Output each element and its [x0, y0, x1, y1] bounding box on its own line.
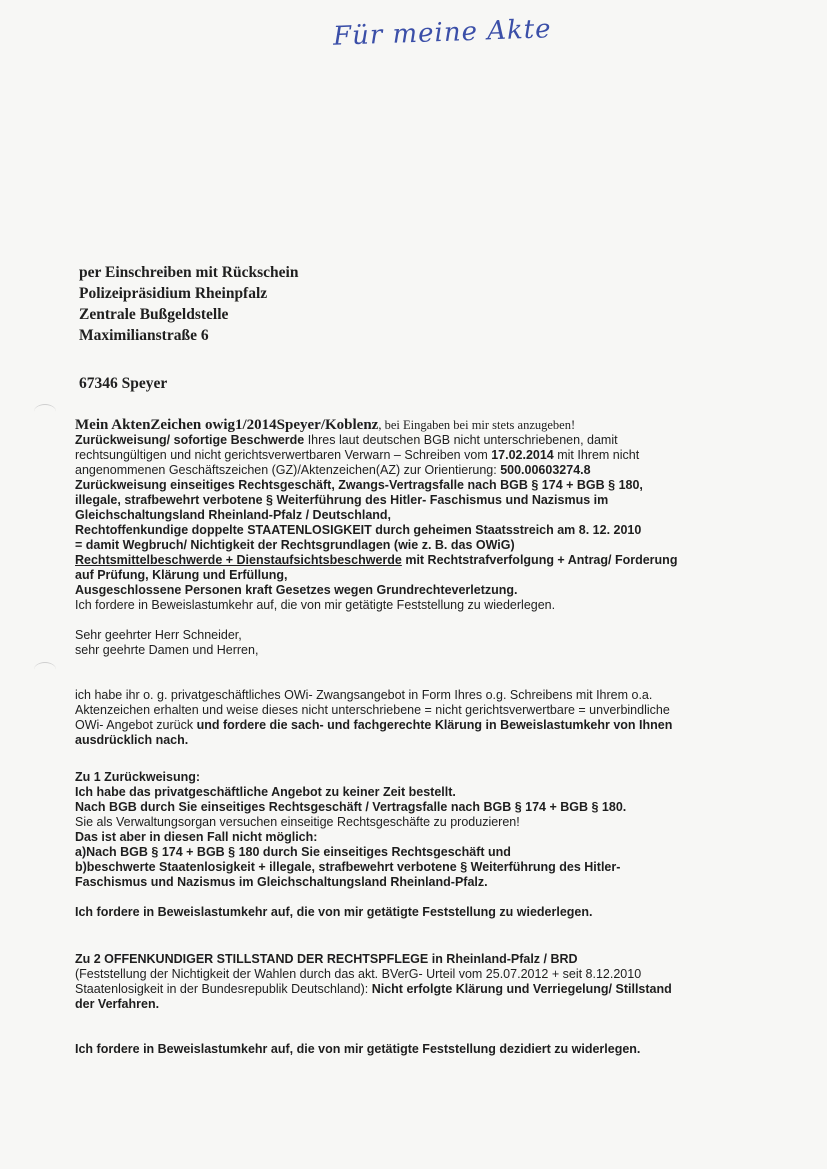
section-line: b)beschwerte Staatenlosigkeit + illegale, strafbewehrt verbotene § Weiterführung des Hitler-: [75, 860, 621, 874]
recipient-address: [79, 262, 298, 394]
intro-line: ausdrücklich nach.: [75, 733, 189, 747]
subject-line: Gleichschaltungsland Rheinland-Pfalz / Deutschland,: [75, 508, 392, 522]
punch-hole-mark: [34, 662, 56, 677]
intro-line: ich habe ihr o. g. privatgeschäftliches OWi- Zwangsangebot in Form Ihres o.g. Schreibens mit Ihrem o.a.: [75, 688, 653, 702]
subject-line: illegale, strafbewehrt verbotene § Weiterführung des Hitler- Faschismus und Nazismus im: [75, 493, 609, 507]
subject-line: [75, 463, 755, 478]
subject-bold: Zurückweisung/ sofortige Beschwerde: [75, 433, 305, 447]
subject-line: = damit Wegbruch/ Nichtigkeit der Rechtsgrundlagen (wie z. B. das OWiG): [75, 538, 515, 552]
subject-line: Ich fordere in Beweislastumkehr auf, die von mir getätigte Feststellung zu wiederlegen.: [75, 598, 556, 612]
address-line: per Einschreiben mit Rückschein: [79, 264, 299, 281]
section-line: a)Nach BGB § 174 + BGB § 180 durch Sie einseitiges Rechtsgeschäft und: [75, 845, 511, 859]
section-heading: Zu 2 OFFENKUNDIGER STILLSTAND DER RECHTSPFLEGE in Rheinland-Pfalz / BRD: [75, 952, 578, 966]
intro-line: Aktenzeichen erhalten und weise dieses nicht unterschriebene = nicht gerichtsverwertbare = unverbindliche: [75, 703, 670, 717]
reference-title: Mein AktenZeichen owig1/2014Speyer/Koblenz: [75, 417, 379, 433]
letter-date: 17.02.2014: [491, 448, 554, 462]
subject-text: mit Ihrem nicht: [553, 448, 640, 462]
section-line: der Verfahren.: [75, 997, 160, 1011]
section-2: [75, 952, 755, 1057]
section-1: [75, 770, 755, 920]
section-demand: Ich fordere in Beweislastumkehr auf, die von mir getätigte Feststellung zu wiederlegen.: [75, 905, 593, 919]
subject-line: [75, 553, 755, 568]
reference-line: [75, 418, 755, 433]
intro-text: OWi- Angebot zurück: [75, 718, 197, 732]
subject-block: [75, 418, 755, 748]
subject-underlined: Rechtsmittelbeschwerde + Dienstaufsichtsbeschwerde: [75, 553, 402, 567]
subject-line: Ausgeschlossene Personen kraft Gesetzes wegen Grundrechteverletzung.: [75, 583, 518, 597]
reference-note: , bei Eingaben bei mir stets anzugeben!: [378, 418, 576, 432]
section-line: Nach BGB durch Sie einseitiges Rechtsgeschäft / Vertragsfalle nach BGB § 174 + BGB § 180.: [75, 800, 627, 814]
section-line: [75, 982, 755, 997]
salutation: Sehr geehrter Herr Schneider,: [75, 628, 242, 642]
subject-text: angenommenen Geschäftszeichen (GZ)/Aktenzeichen(AZ) zur Orientierung:: [75, 463, 501, 477]
subject-line: auf Prüfung, Klärung und Erfüllung,: [75, 568, 288, 582]
intro-line: [75, 718, 755, 733]
subject-text: Ihres laut deutschen BGB nicht unterschriebenen, damit: [304, 433, 618, 447]
section-text: Staatenlosigkeit in der Bundesrepublik Deutschland):: [75, 982, 372, 996]
address-line: Zentrale Bußgeldstelle: [79, 306, 229, 323]
subject-line: Zurückweisung einseitiges Rechtsgeschäft, Zwangs-Vertragsfalle nach BGB § 174 + BGB § 180,: [75, 478, 643, 492]
section-line: (Feststellung der Nichtigkeit der Wahlen durch das akt. BVerG- Urteil vom 25.07.2012 + seit 8.12.2010: [75, 967, 642, 981]
subject-line: [75, 433, 755, 448]
salutation: sehr geehrte Damen und Herren,: [75, 643, 259, 657]
address-line: Polizeipräsidium Rheinpfalz: [79, 285, 268, 302]
section-demand: Ich fordere in Beweislastumkehr auf, die von mir getätigte Feststellung dezidiert zu widerlegen.: [75, 1042, 641, 1056]
file-number: 500.00603274.8: [500, 463, 591, 477]
address-city: 67346 Speyer: [79, 375, 168, 392]
subject-line: Rechtoffenkundige doppelte STAATENLOSIGKEIT durch geheimen Staatsstreich am 8. 12. 2010: [75, 523, 642, 537]
section-line: Sie als Verwaltungsorgan versuchen einseitige Rechtsgeschäfte zu produzieren!: [75, 815, 520, 829]
address-line: Maximilianstraße 6: [79, 327, 209, 344]
intro-bold: und fordere die sach- und fachgerechte Klärung in Beweislastumkehr von Ihnen: [196, 718, 673, 732]
subject-line: [75, 448, 755, 463]
subject-text: rechtsungültigen und nicht gerichtsverwertbaren Verwarn – Schreiben vom: [75, 448, 492, 462]
subject-bold: mit Rechtstrafverfolgung + Antrag/ Forderung: [401, 553, 678, 567]
section-line: Ich habe das privatgeschäftliche Angebot zu keiner Zeit bestellt.: [75, 785, 456, 799]
section-line: Faschismus und Nazismus im Gleichschaltungsland Rheinland-Pfalz.: [75, 875, 488, 889]
section-heading: Zu 1 Zurückweisung:: [75, 770, 201, 784]
section-line: Das ist aber in diesen Fall nicht möglich:: [75, 830, 318, 844]
section-bold: Nicht erfolgte Klärung und Verriegelung/ Stillstand: [371, 982, 672, 996]
punch-hole-mark: [34, 404, 56, 419]
handwritten-note: Für meine Akte: [332, 14, 553, 52]
